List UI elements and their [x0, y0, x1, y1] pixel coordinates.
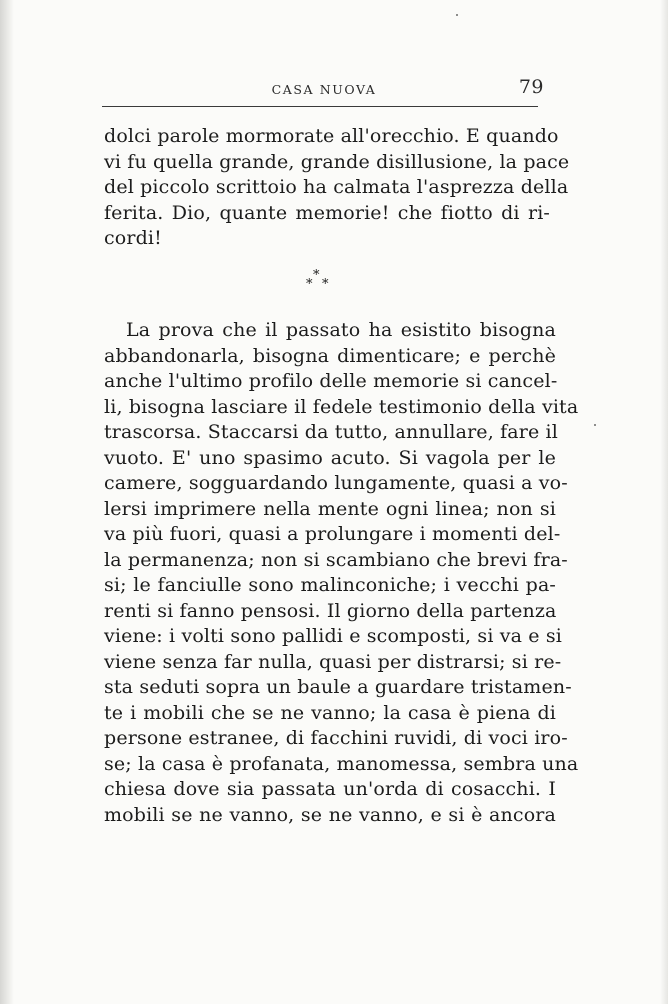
text-line: sta seduti sopra un baule a guardare tristamen- [104, 676, 572, 698]
section-separator [296, 266, 348, 296]
asterisk-mark: * [306, 277, 313, 292]
text-line: lersi imprimere nella mente ogni linea; non si [104, 497, 556, 520]
paragraph-1 [104, 124, 570, 252]
page-number: 79 [518, 76, 544, 98]
text-line: anche l'ultimo profilo delle memorie si cancel- [104, 370, 558, 392]
asterisk-mark: * [313, 268, 320, 283]
text-line: chiesa dove sia passata un'orda di cosacchi. I [104, 778, 556, 800]
text-line: mobili se ne vanno, se ne vanno, e si è ancora [104, 803, 556, 826]
running-title: CASA NUOVA [271, 82, 377, 97]
text-line: vi fu quella grande, grande disillusione, la pace [104, 150, 570, 173]
text-line: viene: i volti sono pallidi e scomposti, si va e si [104, 625, 562, 647]
text-line: ferita. Dio, quante memorie! che fiotto di ri- [104, 201, 550, 224]
text-line: va più fuori, quasi a prolungare i momenti del- [104, 523, 561, 545]
text-line: del piccolo scrittoio ha calmata l'asprezza della [104, 176, 569, 198]
paper-speck [456, 14, 458, 16]
text-line: la permanenza; non si scambiano che brevi fra- [104, 548, 568, 571]
text-line: viene senza far nulla, quasi per distrarsi; si re- [104, 650, 562, 673]
text-line: renti si fanno pensosi. Il giorno della partenza [104, 599, 557, 622]
page-edge-shadow [660, 0, 668, 1004]
header-rule [102, 106, 538, 107]
text-line: dolci parole mormorate all'orecchio. E quando [104, 125, 559, 147]
page-gutter-shadow [0, 0, 14, 1004]
page-header [102, 76, 546, 102]
text-line: trascorsa. Staccarsi da tutto, annullare, fare il [104, 421, 558, 443]
text-line: li, bisogna lasciare il fedele testimonio della vita [104, 395, 579, 418]
text-line: abbandonarla, bisogna dimenticare; e perchè [104, 344, 556, 367]
text-line: camere, sogguardando lungamente, quasi a vo- [104, 472, 568, 494]
text-line: si; le fanciulle sono malinconiche; i vecchi pa- [104, 574, 556, 596]
paragraph-2 [104, 317, 579, 827]
text-line: te i mobili che se ne vanno; la casa è piena di [104, 701, 556, 724]
text-line: cordi! [104, 227, 162, 249]
asterisk-mark: * [322, 277, 329, 292]
text-line: persone estranee, di facchini ruvidi, di voci iro- [104, 727, 568, 749]
text-line: La prova che il passato ha esistito bisogna [126, 319, 556, 341]
paper-speck [594, 424, 596, 426]
text-line: se; la casa è profanata, manomessa, sembra una [104, 752, 579, 775]
text-line: vuoto. E' uno spasimo acuto. Si vagola per le [104, 446, 556, 469]
